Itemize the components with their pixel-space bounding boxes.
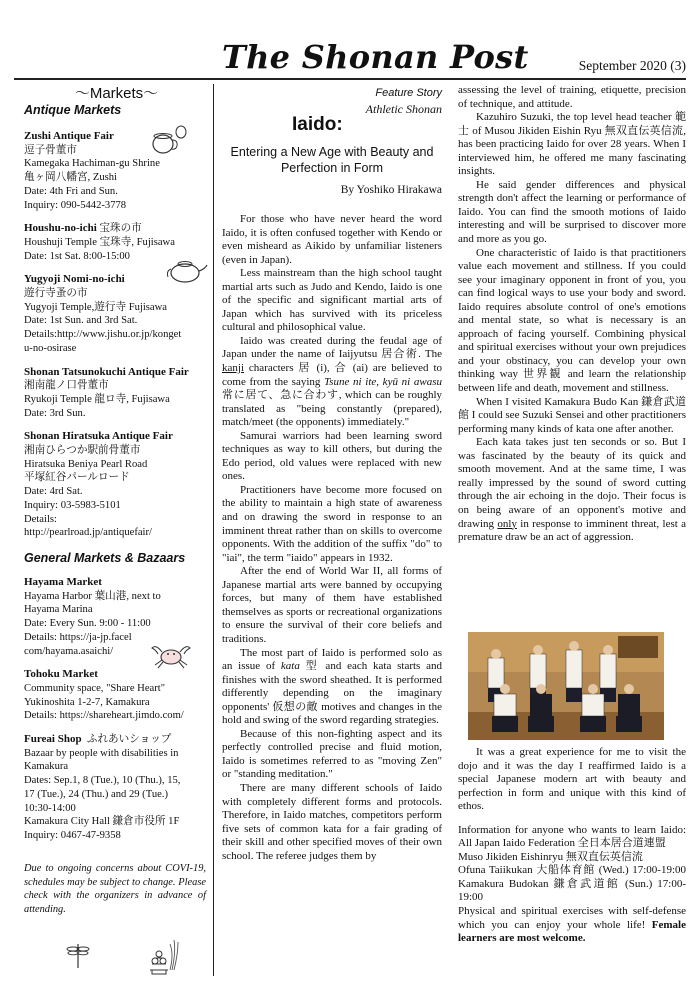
feature-subtitle: Athletic Shonan	[365, 102, 442, 116]
paragraph: Iaido was created during the feudal age of Japan under the name of Iaijyutsu 居合術. The kanji characters 居 (i), 合 (ai) are believed to come from the saying Tsune ni ite, kyū ni awasu 常に居て、急に合わす, which can be roughly translated as "being constantly (prepared), match/meet (the opponents) immediately."	[222, 334, 442, 429]
market-entry-yugyoji	[24, 273, 209, 355]
market-name: Zushi Antique Fair	[24, 130, 114, 142]
market-entry-tohoku	[24, 668, 209, 723]
feature-label: Feature Story	[375, 87, 442, 99]
crab-illustration	[150, 640, 192, 670]
paragraph: When I visited Kamakura Budo Kan 鎌倉武道館 I could see Suzuki Sensei and other practitioners performing many kinds of kata one after another.	[458, 395, 686, 435]
general-markets-heading: General Markets & Bazaars	[24, 550, 186, 565]
market-link[interactable]: Details:http://www.jishu.or.jp/konget	[24, 329, 182, 341]
market-detail: Hayama Marina	[24, 604, 93, 616]
market-detail: 逗子骨董市	[24, 144, 77, 156]
market-detail: 17 (Tue.), 24 (Thu.) and 29 (Tue.)	[24, 788, 168, 800]
market-detail: Kamegaka Hachiman-gu Shrine	[24, 158, 160, 170]
info-paragraph: Muso Jikiden Eishinryu 無双直伝英信流	[458, 850, 643, 863]
paragraph: Because of this non-fighting aspect and its perfectly controlled precise and fluid motion, Iaido is sometimes referred to as "moving Zen" or "standing meditation."	[222, 727, 442, 781]
market-detail: Details:	[24, 513, 57, 525]
article-body-middle	[222, 213, 442, 863]
market-name-jp: ふれあいショップ	[86, 734, 172, 746]
market-name: Hayama Market	[24, 575, 102, 588]
market-detail: Date: 3rd Sun.	[24, 407, 86, 419]
market-detail: Inquiry: 090-5442-3778	[24, 199, 127, 211]
market-detail: Date: 4rd Sat.	[24, 486, 83, 498]
market-name: Fureai Shop	[24, 733, 82, 746]
market-detail: Yugyoji Temple,遊行寺 Fujisawa	[24, 301, 167, 313]
market-name: Shonan Hiratsuka Antique Fair	[24, 430, 173, 443]
masthead	[0, 0, 700, 84]
paragraph: For those who have never heard the word Iaido, it is often confused together with Kendo or even misheard as Aikido by unfamiliar listeners (even in Japan).	[222, 213, 442, 266]
moon-viewing-illustration	[144, 934, 188, 976]
market-detail: 湘南ひらつか駅前骨董市	[24, 445, 141, 457]
market-detail: Bazaar by people with disabilities in	[24, 747, 179, 759]
covid-notice: Due to ongoing concerns about COVI-19, schedules may be subject to change. Please check with the organizers in advance of attending.	[24, 863, 206, 915]
paragraph: There are many different schools of Iaido with completely different forms and protocols. Therefore, in Iaido matches, competitors perform five sets of common kata for a fair grading of their skill and other specified moves of their own school. The referee judges them by	[222, 781, 442, 862]
market-link[interactable]: Details: https://shareheart.jimdo.com/	[24, 710, 184, 722]
market-detail: 亀ヶ岡八幡宮, Zushi	[24, 172, 117, 184]
market-entry-hiratsuka	[24, 430, 209, 540]
newspaper-title: The Shonan Post	[222, 38, 529, 76]
article-headline: Iaido:	[292, 114, 343, 135]
paragraph: Less mainstream than the high school taught martial arts such as Judo and Kendo, Iaido is one of the specific and significant martial arts of Japan which has survived with its priceless cultural and philosophical value.	[222, 267, 442, 334]
market-link[interactable]: com/hayama.asaichi/	[24, 645, 114, 657]
market-detail: Date: Every Sun. 9:00 - 11:00	[24, 618, 151, 630]
paragraph: Samurai warriors had been learning sword techniques as way to kill others, but during the Edo period, old values were replaced with new ones.	[222, 429, 442, 483]
paragraph: It was a great experience for me to visit the dojo and it was the day I reaffirmed Iaido is a special Japanese modern art with beauty and perfection in form and unique with this kind of ethos.	[458, 746, 686, 813]
teapot-illustration	[165, 255, 209, 285]
closing-bold: Female learners are most welcome.	[458, 918, 686, 945]
info-paragraph: Information for anyone who wants to learn Iaido: All Japan Iaido Federation 全日本居合道連盟	[458, 823, 686, 850]
paragraph: Kazuhiro Suzuki, the top level head teacher 範士 of Musou Jikiden Eishin Ryu 無双直伝英信流, has been practicing Iaido for over 28 years. When I interviewed him, he offered me many fascinating insights.	[458, 111, 686, 178]
market-detail: Date: 1st Sat. 8:00-15:00	[24, 250, 130, 262]
market-detail: Hiratsuka Beniya Pearl Road	[24, 458, 148, 470]
market-detail: Date: 1st Sun. and 3rd Sat.	[24, 315, 138, 327]
market-detail: Houshuji Temple 宝珠寺, Fujisawa	[24, 236, 175, 248]
closing-paragraph: Physical and spiritual exercises with self-defense which you can enjoy your whole life! Female learners are most welcome.	[458, 905, 686, 945]
kata-term: kata	[280, 660, 300, 673]
market-entry-fureai	[24, 733, 209, 843]
paragraph: He said gender differences and physical strength don't affect the learning or performance of Iaido. You can find the smooth motions of Iaido interesting and will be surprised to discover more and more as you go.	[458, 178, 686, 246]
dragonfly-illustration	[66, 940, 90, 970]
market-detail: Yukinoshita 1-2-7, Kamakura	[24, 696, 150, 708]
market-detail: Inquiry: 0467-47-9358	[24, 829, 121, 841]
paragraph: Practitioners have become more focused on the ability to maintain a high state of awareness and on drawing the sword in response to an imminent threat rather than on skills to overcome opponents. With the addition of the suffix "do" to "iai", the term "iaido" appears in 1932.	[222, 483, 442, 564]
market-link[interactable]: http://pearlroad.jp/antiquefair/	[24, 527, 152, 539]
market-link[interactable]: u-no-osirase	[24, 342, 77, 354]
market-name-jp: 宝珠の市	[99, 223, 142, 235]
article-closing	[458, 746, 686, 946]
emphasis-only: only	[497, 517, 517, 530]
article-byline: By Yoshiko Hirakawa	[340, 184, 442, 196]
market-detail: Dates: Sep.1, 8 (Tue.), 10 (Thu.), 15,	[24, 775, 181, 787]
info-paragraph: Ofuna Taiikukan 大船体育館 (Wed.) 17:00-19:00 Kamakura Budokan 鎌倉武道館 (Sun.) 17:00-19:00	[458, 864, 686, 904]
antique-markets-heading: Antique Markets	[24, 103, 122, 117]
market-detail: Hayama Harbor 葉山港, next to	[24, 590, 161, 602]
market-detail: Kamakura City Hall 鎌倉市役所 1F	[24, 816, 180, 828]
markets-heading: ～Markets～	[74, 85, 159, 102]
paragraph: assessing the level of training, etiquette, precision of technique, and attitude.	[458, 84, 686, 110]
market-name: Shonan Tatsunokuchi Antique Fair	[24, 365, 189, 378]
dojo-group-photo	[468, 632, 664, 740]
market-name: Houshu-no-ichi	[24, 222, 97, 235]
market-detail: 遊行寺蚤の市	[24, 288, 88, 300]
paragraph: Each kata takes just ten seconds or so. But I was fascinated by the beauty of its quick and smooth movement. And at the same time, I was really impressed by the sound of sword cutting through the air echoing in the dojo. Their focus is on being aware of an opponent's motive and drawing only in response to imminent threat, lest a premature draw be an act of aggression.	[458, 436, 687, 544]
teacup-illustration	[150, 124, 190, 158]
market-entry-tatsunokuchi	[24, 366, 209, 421]
paragraph: One characteristic of Iaido is that practitioners value each movement and stillness. If you could see your imaginary opponent in front of you, you can find logical ways to use your body and sword. Iaido requires absolute control of one's emotions and mental state, so what is necessary is an approach of facing yourself. Combining physical and spiritual exercises without your own prejudices and your obstinacy, you can develop your own thinking way 世界観 and learn the relationship between life and death, movement and stillness.	[458, 246, 686, 395]
market-detail: Community space, "Share Heart"	[24, 682, 166, 694]
market-detail: Date: 4th Fri and Sun.	[24, 185, 118, 197]
kanji-term: kanji	[222, 362, 244, 375]
saying: Tsune ni ite, kyū ni awasu	[324, 375, 442, 388]
market-detail: 10:30-14:00	[24, 802, 76, 814]
market-link[interactable]: Details: https://ja-jp.facel	[24, 631, 132, 643]
issue-date: September 2020 (3)	[578, 58, 686, 73]
market-detail: 湘南龍ノ口骨董市	[24, 380, 109, 392]
market-detail: 平塚紅谷パールロード	[24, 472, 130, 484]
market-detail: Kamakura	[24, 761, 69, 773]
market-detail: Ryukoji Temple 龍ロ寺, Fujisawa	[24, 393, 170, 405]
paragraph: The most part of Iaido is performed solo as an issue of kata 型 and each kata starts and finishes with the sword sheathed. It is performed differently depending on the imaginary opponents' 仮想の敵 motives and changes in the hold and swing of the sword regarding strategies.	[222, 646, 443, 727]
market-name: Yugyoji Nomi-no-ichi	[24, 273, 125, 286]
article-subhead: Entering a New Age with Beauty and Perfection in Form	[230, 145, 434, 175]
markets-column	[14, 84, 214, 976]
masthead-rule	[14, 78, 686, 80]
paragraph: After the end of World War II, all forms of Japanese martial arts were banned by occupying forces, but many of them have established themselves as sports or recreational organizations to ensure the survival of their core beliefs and traditions.	[222, 565, 442, 645]
market-name: Tohoku Market	[24, 668, 98, 681]
market-detail: Inquiry: 03-5983-5101	[24, 499, 121, 511]
